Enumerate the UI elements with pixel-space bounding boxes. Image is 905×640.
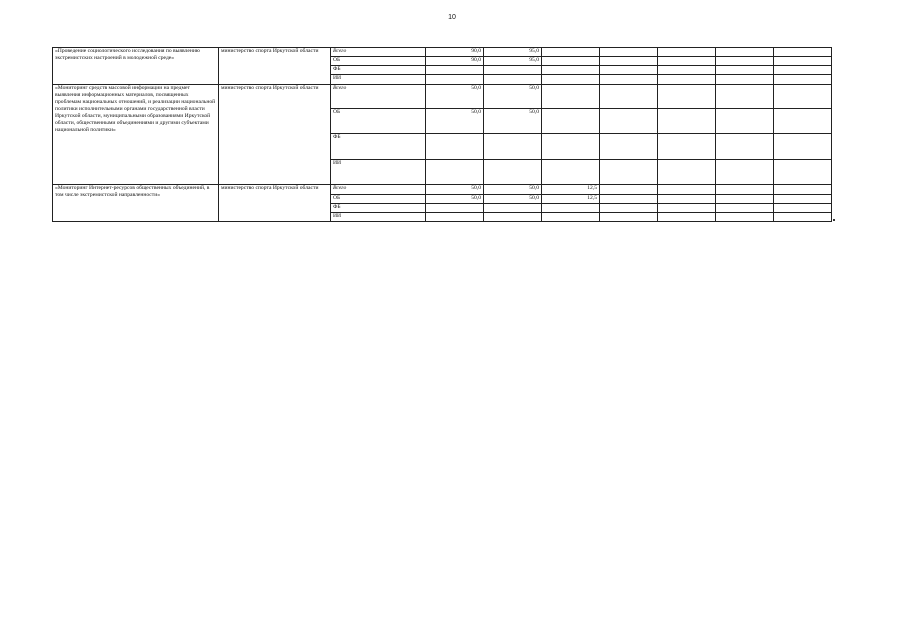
funding-amount xyxy=(774,48,832,57)
funding-amount: 50,0 xyxy=(484,85,542,109)
funding-amount xyxy=(658,75,716,85)
funding-amount xyxy=(658,109,716,134)
funding-source: ФБ xyxy=(331,66,426,75)
funding-amount xyxy=(658,160,716,185)
funding-amount xyxy=(658,57,716,66)
funding-amount xyxy=(774,134,832,160)
funding-amount: 90,0 xyxy=(426,48,484,57)
funding-amount xyxy=(658,66,716,75)
funding-amount xyxy=(484,160,542,185)
executor-name: министерство спорта Иркутской области xyxy=(219,185,331,222)
funding-amount: 50,0 xyxy=(426,85,484,109)
funding-amount xyxy=(426,213,484,222)
funding-amount xyxy=(658,134,716,160)
funding-source: ИИ xyxy=(331,213,426,222)
funding-amount xyxy=(716,109,774,134)
activity-description: «Мониторинг Интернет-ресурсов общественных объединений, в том числе экстремистской направленности» xyxy=(53,185,219,222)
budget-table xyxy=(52,47,832,222)
funding-amount xyxy=(716,213,774,222)
funding-amount xyxy=(774,66,832,75)
funding-amount xyxy=(542,134,600,160)
funding-amount xyxy=(774,185,832,195)
funding-amount: 50,0 xyxy=(426,185,484,195)
funding-amount xyxy=(426,204,484,213)
funding-amount xyxy=(716,85,774,109)
funding-amount xyxy=(542,66,600,75)
executor-name: министерство спорта Иркутской области xyxy=(219,48,331,85)
funding-amount xyxy=(658,48,716,57)
funding-amount: 50,0 xyxy=(484,185,542,195)
funding-amount xyxy=(426,160,484,185)
funding-amount xyxy=(600,75,658,85)
funding-amount xyxy=(658,213,716,222)
funding-source: ОБ xyxy=(331,109,426,134)
funding-amount xyxy=(774,213,832,222)
funding-amount xyxy=(600,85,658,109)
funding-source: Всего xyxy=(331,85,426,109)
funding-amount xyxy=(542,57,600,66)
funding-amount xyxy=(774,109,832,134)
funding-amount xyxy=(600,185,658,195)
funding-amount: 50,0 xyxy=(426,195,484,204)
table-row xyxy=(53,85,832,109)
funding-amount xyxy=(426,66,484,75)
funding-amount: 90,0 xyxy=(426,57,484,66)
funding-amount xyxy=(542,85,600,109)
funding-amount xyxy=(600,213,658,222)
funding-amount: 95,0 xyxy=(484,48,542,57)
funding-amount xyxy=(542,109,600,134)
funding-amount xyxy=(600,48,658,57)
funding-amount xyxy=(600,134,658,160)
funding-amount xyxy=(542,48,600,57)
activity-description: «Проведение социологического исследования по выявлению экстремистских настроений в молодежной среде» xyxy=(53,48,219,85)
funding-amount xyxy=(600,204,658,213)
funding-amount xyxy=(658,185,716,195)
funding-amount xyxy=(774,75,832,85)
executor-name: министерство спорта Иркутской области xyxy=(219,85,331,185)
funding-amount xyxy=(716,160,774,185)
funding-amount xyxy=(716,57,774,66)
funding-amount xyxy=(774,195,832,204)
funding-amount xyxy=(716,134,774,160)
funding-source: Всего xyxy=(331,48,426,57)
funding-amount xyxy=(484,134,542,160)
funding-source: ИИ xyxy=(331,160,426,185)
funding-amount xyxy=(600,66,658,75)
table-row xyxy=(53,48,832,57)
stray-mark xyxy=(833,219,835,221)
funding-amount: 95,0 xyxy=(484,57,542,66)
funding-source: ОБ xyxy=(331,195,426,204)
budget-table-body xyxy=(53,48,832,222)
funding-amount xyxy=(426,75,484,85)
funding-amount xyxy=(600,160,658,185)
funding-amount xyxy=(542,160,600,185)
funding-source: ФБ xyxy=(331,134,426,160)
funding-amount xyxy=(542,204,600,213)
funding-amount xyxy=(716,66,774,75)
funding-amount xyxy=(542,75,600,85)
funding-amount xyxy=(716,185,774,195)
funding-amount xyxy=(542,213,600,222)
table-row xyxy=(53,185,832,195)
funding-source: ИИ xyxy=(331,75,426,85)
funding-amount xyxy=(658,195,716,204)
funding-amount xyxy=(774,160,832,185)
funding-amount xyxy=(774,204,832,213)
funding-amount xyxy=(600,109,658,134)
page-number: 10 xyxy=(448,14,456,21)
funding-source: ОБ xyxy=(331,57,426,66)
funding-amount xyxy=(716,204,774,213)
funding-amount xyxy=(716,48,774,57)
funding-amount xyxy=(600,195,658,204)
funding-amount xyxy=(600,57,658,66)
funding-amount: 12,5 xyxy=(542,195,600,204)
funding-amount xyxy=(426,134,484,160)
funding-amount: 50,0 xyxy=(426,109,484,134)
funding-amount xyxy=(484,66,542,75)
funding-amount xyxy=(484,75,542,85)
funding-source: ФБ xyxy=(331,204,426,213)
funding-amount xyxy=(774,85,832,109)
funding-amount xyxy=(716,75,774,85)
funding-amount xyxy=(716,195,774,204)
funding-amount: 50,0 xyxy=(484,109,542,134)
funding-source: Всего xyxy=(331,185,426,195)
funding-amount xyxy=(774,57,832,66)
funding-amount: 12,5 xyxy=(542,185,600,195)
funding-amount xyxy=(658,85,716,109)
funding-amount xyxy=(484,213,542,222)
activity-description: «Мониторинг средств массовой информации на предмет выявления информационных материалов, посвященных проблемам национальных отношений, и реализации национальной политики исполнительными органами государственной власти Иркутской области, муниципальными образованиями Иркутской области, общественными объединениями и другими субъектами национальной политики» xyxy=(53,85,219,185)
funding-amount xyxy=(658,204,716,213)
funding-amount xyxy=(484,204,542,213)
funding-amount: 50,0 xyxy=(484,195,542,204)
